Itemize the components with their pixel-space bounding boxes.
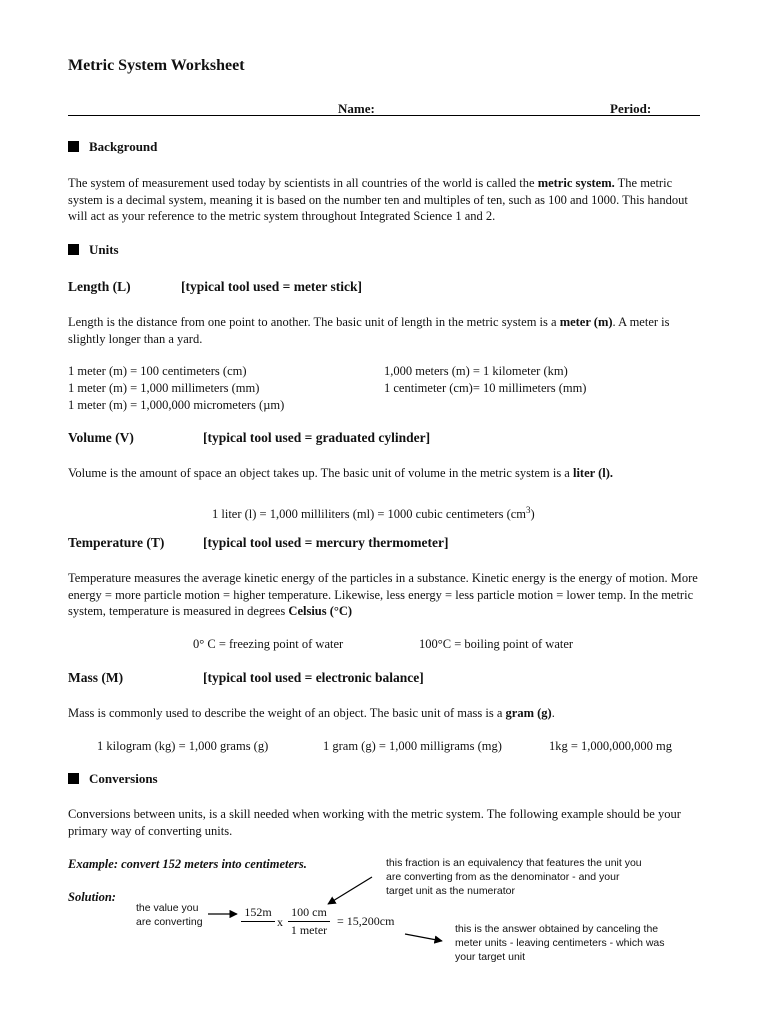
answer-note-line-3: your target unit: [455, 951, 526, 963]
value-note-line-2: are converting: [136, 916, 203, 928]
mass-eq-2: 1 gram (g) = 1,000 milligrams (mg): [323, 739, 502, 753]
temperature-label: Temperature (T): [68, 535, 165, 550]
length-tool: [typical tool used = meter stick]: [181, 279, 363, 294]
temperature-text-1: Temperature measures the average kinetic energy of the particles in a substance. Kinetic energy is the energy of motion. More energy = more particle motion = higher temperature. Likewise, less energy = less particle motion = lower temp. In the metric system, temperature is measured in degrees: [68, 571, 698, 618]
page-title: Metric System Worksheet: [68, 57, 245, 74]
length-eq-right-2: 1 centimeter (cm)= 10 millimeters (mm): [384, 381, 587, 395]
times-sign: x: [277, 915, 283, 929]
result-value: = 15,200cm: [337, 914, 395, 928]
boiling-point: 100°C = boiling point of water: [419, 637, 574, 651]
volume-text-1: Volume is the amount of space an object takes up. The basic unit of volume in the metric system is a: [68, 466, 573, 480]
conversions-heading-text: Conversions: [89, 771, 158, 786]
freezing-point: 0° C = freezing point of water: [193, 637, 344, 651]
temperature-tool: [typical tool used = mercury thermometer]: [203, 535, 449, 550]
mass-text-2: .: [551, 706, 555, 720]
solution-label: Solution:: [68, 890, 116, 904]
length-eq-right-1: 1,000 meters (m) = 1 kilometer (km): [384, 364, 568, 378]
answer-arrow-icon: [405, 934, 442, 941]
mass-bold: gram (g): [505, 706, 552, 720]
answer-note-line-2: meter units - leaving centimeters - which was: [455, 937, 665, 949]
volume-equation-end: ): [530, 507, 535, 522]
length-eq-left-1: 1 meter (m) = 100 centimeters (cm): [68, 364, 247, 378]
length-eq-left-3: 1 meter (m) = 1,000,000 micrometers (µm): [68, 398, 285, 412]
units-heading-text: Units: [89, 242, 119, 257]
fraction-note-line-3: target unit as the numerator: [386, 885, 515, 897]
mass-tool: [typical tool used = electronic balance]: [203, 670, 424, 685]
background-heading-text: Background: [89, 139, 158, 154]
volume-equation-sup: 3: [526, 505, 531, 515]
answer-note-line-1: this is the answer obtained by canceling the: [455, 923, 659, 935]
period-label: Period:: [610, 101, 652, 116]
volume-tool: [typical tool used = graduated cylinder]: [203, 430, 431, 445]
name-label: Name:: [338, 101, 375, 116]
mass-label: Mass (M): [68, 670, 124, 685]
value-numerator: 152m: [241, 905, 275, 922]
mass-text-1: Mass is commonly used to describe the weight of an object. The basic unit of mass is a: [68, 706, 506, 720]
fraction-note-line-1: this fraction is an equivalency that features the unit you: [386, 857, 642, 869]
conversions-paragraph: Conversions between units, is a skill needed when working with the metric system. The following example should be your primary way of converting units.: [68, 807, 681, 838]
fraction-numerator: 100 cm: [288, 905, 330, 922]
length-bold: meter (m): [559, 315, 613, 329]
volume-bold: liter (l).: [572, 466, 614, 480]
length-text-2: . A meter is slightly longer than a yard.: [68, 315, 670, 346]
value-note-line-1: the value you: [136, 902, 199, 914]
temperature-bold: Celsius (°C): [288, 604, 353, 618]
volume-label: Volume (V): [68, 430, 134, 445]
fraction-arrow-icon: [328, 877, 372, 904]
fraction-denominator: 1 meter: [290, 923, 328, 937]
example-text: Example: convert 152 meters into centimeters.: [68, 857, 307, 871]
length-text-1: Length is the distance from one point to another. The basic unit of length in the metric system is a: [68, 315, 560, 329]
background-bold-1: metric system.: [537, 176, 615, 190]
fraction-note-line-2: are converting from as the denominator - and your: [386, 871, 620, 883]
mass-eq-3: 1kg = 1,000,000,000 mg: [549, 739, 673, 753]
length-eq-left-2: 1 meter (m) = 1,000 millimeters (mm): [68, 381, 260, 395]
mass-eq-1: 1 kilogram (kg) = 1,000 grams (g): [97, 739, 269, 753]
background-text-2: The metric system is a decimal system, meaning it is based on the number ten and multiples of ten, such as 100 and 1000. This handout will act as your reference to the metric system throughout Integrated Science 1 and 2.: [68, 176, 688, 223]
volume-equation-text: 1 liter (l) = 1,000 milliliters (ml) = 1000 cubic centimeters (cm: [212, 507, 527, 522]
background-text-1: The system of measurement used today by scientists in all countries of the world is called the: [68, 176, 538, 190]
length-label: Length (L): [68, 279, 131, 294]
